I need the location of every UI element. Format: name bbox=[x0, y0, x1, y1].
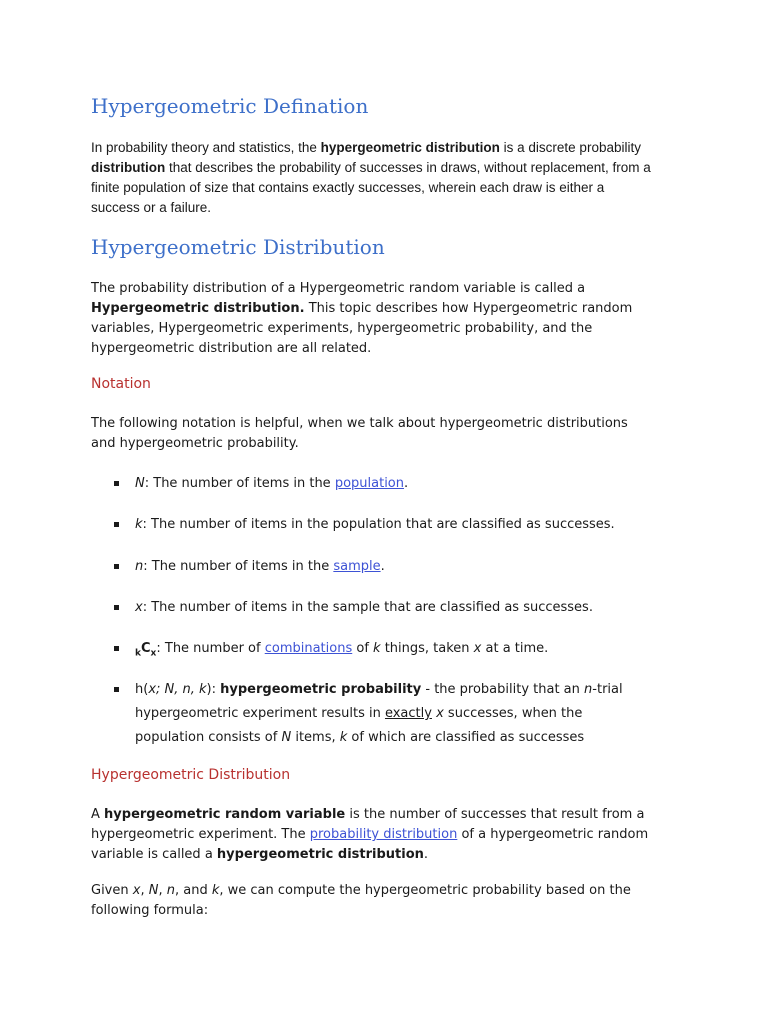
sample-link[interactable]: sample bbox=[333, 559, 381, 574]
given-paragraph: Given x, N, n, and k, we can compute the hypergeometric probability based on the following formula: bbox=[91, 883, 631, 918]
population-link[interactable]: population bbox=[334, 476, 405, 491]
combinations-link[interactable]: combinations bbox=[264, 641, 353, 656]
bullet-icon bbox=[114, 481, 119, 486]
distribution-paragraph: The probability distribution of a Hypergeometric random variable is called a Hypergeometric distribution. This topic describes how Hypergeometric random variables, Hypergeometric experiments, hypergeometric probability, and the hypergeometric distribution are all related. bbox=[91, 281, 633, 356]
distribution-title: Hypergeometric Distribution bbox=[91, 235, 385, 259]
probability-distribution-link[interactable]: probability distribution bbox=[309, 827, 458, 842]
definition-title: Hypergeometric Defination bbox=[91, 94, 369, 118]
bullet-icon bbox=[114, 646, 119, 651]
hypergeometric-distribution-heading: Hypergeometric Distribution bbox=[91, 767, 291, 783]
hd-paragraph: A hypergeometric random variable is the number of successes that result from a hypergeometric experiment. The probability distribution of a hypergeometric random variable is called a hypergeometric distribution. bbox=[91, 807, 649, 862]
notation-heading: Notation bbox=[91, 376, 151, 392]
bullet-icon bbox=[114, 522, 119, 527]
bullet-icon bbox=[114, 687, 119, 692]
definition-paragraph: In probability theory and statistics, the hypergeometric distribution is a discrete probability distribution that describes the probability of successes in draws, without replacement, from a finite population of size that contains exactly successes, wherein each draw is either a success or a failure. bbox=[91, 140, 651, 215]
bullet-icon bbox=[114, 605, 119, 610]
exactly-link[interactable]: exactly bbox=[384, 706, 432, 721]
notation-intro: The following notation is helpful, when we talk about hypergeometric distributions and hypergeometric probability. bbox=[91, 416, 628, 451]
bullet-icon bbox=[114, 564, 119, 569]
